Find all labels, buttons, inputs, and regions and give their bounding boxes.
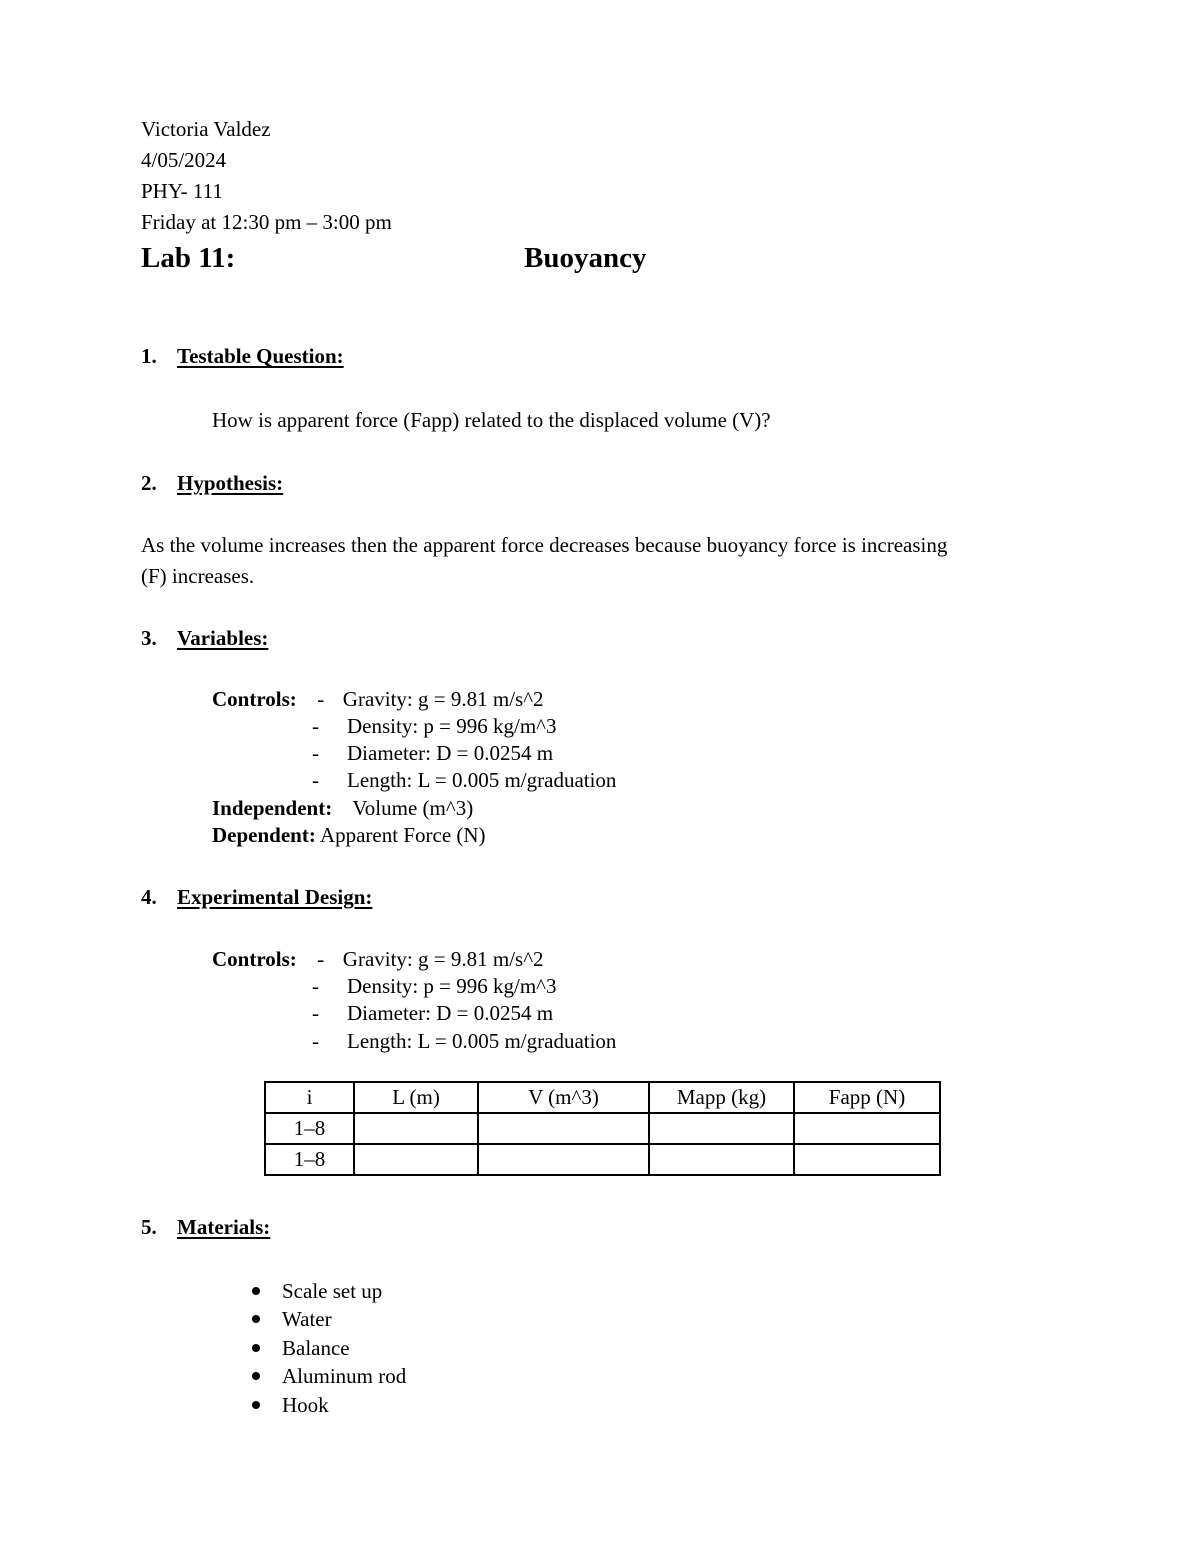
dash-glyph: -	[312, 768, 319, 792]
section-2-heading: Hypothesis:	[177, 471, 284, 495]
control-item: Length: L = 0.005 m/graduation	[347, 1029, 617, 1053]
table-header-row	[265, 1082, 940, 1113]
section-2-number: 2.	[141, 471, 157, 495]
variables-controls-row-3	[312, 743, 553, 764]
independent-variable-row	[212, 798, 473, 819]
table-row	[265, 1113, 940, 1144]
dependent-label: Dependent:	[212, 823, 316, 847]
dash-glyph: -	[312, 714, 319, 738]
table-cell	[354, 1144, 478, 1175]
design-controls-row-1	[212, 949, 544, 970]
control-item: Density: p = 996 kg/m^3	[347, 714, 557, 738]
course-code: PHY- 111	[141, 179, 223, 203]
variables-controls-row-1	[212, 689, 544, 710]
design-controls-row-4	[312, 1031, 616, 1052]
material-label: Balance	[282, 1336, 350, 1360]
author-name: Victoria Valdez	[141, 117, 271, 141]
table-cell	[354, 1113, 478, 1144]
table-header-cell: V (m^3)	[478, 1082, 649, 1113]
dash-glyph: -	[317, 687, 325, 711]
data-table	[264, 1081, 941, 1176]
hypothesis-line-2: (F) increases.	[141, 564, 255, 588]
section-5-number: 5.	[141, 1215, 157, 1239]
table-cell: 1–8	[265, 1113, 354, 1144]
section-3-number: 3.	[141, 626, 157, 650]
lab-title: Buoyancy	[524, 242, 647, 274]
table-cell	[649, 1144, 794, 1175]
variables-controls-row-2	[312, 716, 557, 737]
design-controls-row-3	[312, 1003, 553, 1024]
dash-glyph: -	[312, 1029, 319, 1053]
material-label: Aluminum rod	[282, 1364, 407, 1388]
section-1-heading: Testable Question:	[177, 344, 344, 368]
bullet-icon	[252, 1401, 260, 1409]
bullet-icon	[252, 1344, 260, 1352]
dependent-value: Apparent Force (N)	[319, 823, 486, 847]
control-item: Gravity: g = 9.81 m/s^2	[342, 947, 544, 971]
table-cell	[794, 1144, 940, 1175]
table-row	[265, 1144, 940, 1175]
table-header-cell: L (m)	[354, 1082, 478, 1113]
table-cell	[478, 1113, 649, 1144]
control-item: Diameter: D = 0.0254 m	[347, 741, 554, 765]
table-cell	[649, 1113, 794, 1144]
bullet-icon	[252, 1315, 260, 1323]
list-item	[252, 1281, 382, 1302]
table-cell	[794, 1113, 940, 1144]
testable-question-text: How is apparent force (Fapp) related to the displaced volume (V)?	[212, 408, 771, 432]
independent-label: Independent:	[212, 796, 333, 820]
section-4-heading: Experimental Design:	[177, 885, 373, 909]
controls-label: Controls:	[212, 687, 297, 711]
control-item: Diameter: D = 0.0254 m	[347, 1001, 554, 1025]
dash-glyph: -	[317, 947, 325, 971]
bullet-icon	[252, 1287, 260, 1295]
table-header-cell: i	[265, 1082, 354, 1113]
design-controls-row-2	[312, 976, 557, 997]
bullet-icon	[252, 1372, 260, 1380]
control-item: Density: p = 996 kg/m^3	[347, 974, 557, 998]
section-3-heading: Variables:	[177, 626, 269, 650]
dash-glyph: -	[312, 1001, 319, 1025]
dash-glyph: -	[312, 741, 319, 765]
table-header-cell: Mapp (kg)	[649, 1082, 794, 1113]
control-item: Length: L = 0.005 m/graduation	[347, 768, 617, 792]
section-1-number: 1.	[141, 344, 157, 368]
hypothesis-line-1: As the volume increases then the apparent force decreases because buoyancy force is increasing	[141, 533, 948, 557]
variables-controls-row-4	[312, 770, 616, 791]
section-5-heading: Materials:	[177, 1215, 271, 1239]
dash-glyph: -	[312, 974, 319, 998]
list-item	[252, 1309, 332, 1330]
dependent-variable-row	[212, 825, 486, 846]
material-label: Hook	[282, 1393, 329, 1417]
lab-label: Lab 11:	[141, 242, 236, 274]
list-item	[252, 1338, 350, 1359]
material-label: Water	[282, 1307, 332, 1331]
section-4-number: 4.	[141, 885, 157, 909]
table-header-cell: Fapp (N)	[794, 1082, 940, 1113]
table-cell	[478, 1144, 649, 1175]
table-cell: 1–8	[265, 1144, 354, 1175]
controls-label: Controls:	[212, 947, 297, 971]
list-item	[252, 1366, 406, 1387]
report-date: 4/05/2024	[141, 148, 227, 172]
list-item	[252, 1395, 329, 1416]
material-label: Scale set up	[282, 1279, 383, 1303]
independent-value: Volume (m^3)	[352, 796, 474, 820]
control-item: Gravity: g = 9.81 m/s^2	[342, 687, 544, 711]
lab-schedule: Friday at 12:30 pm – 3:00 pm	[141, 210, 392, 234]
